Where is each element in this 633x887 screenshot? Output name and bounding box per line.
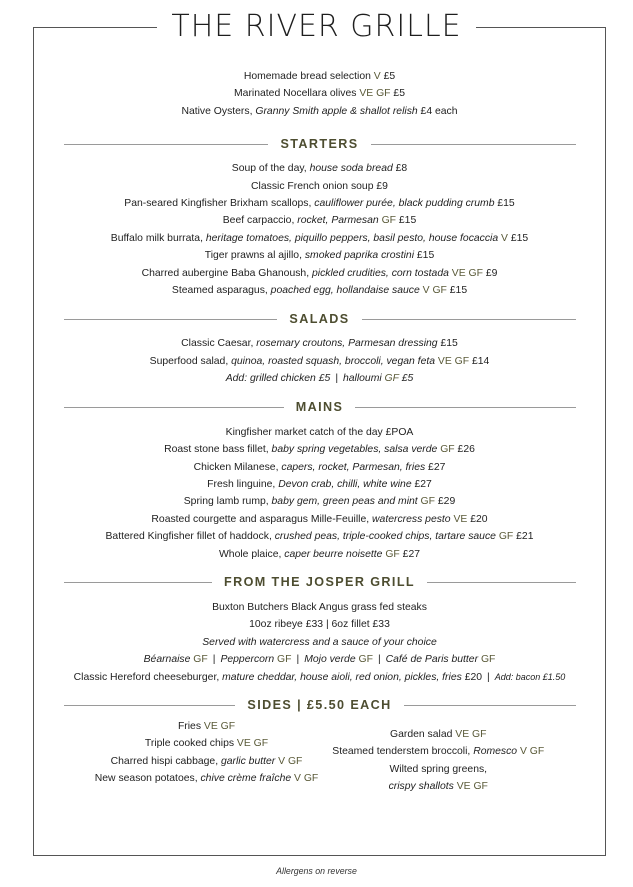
menu-item: [33, 247, 606, 264]
salads-list: [33, 335, 606, 370]
item-name: Tiger prawns al ajillo,: [204, 250, 305, 262]
menu-item: [95, 735, 319, 752]
item-name: Spring lamb rump,: [183, 496, 272, 508]
item-name: Soup of the day,: [231, 163, 310, 175]
item-description: caper beurre noisette: [284, 548, 383, 560]
item-name: Steamed asparagus,: [171, 285, 271, 297]
dietary-tags: V GF: [419, 285, 447, 297]
menu-item: [332, 743, 544, 760]
served-with: Served with watercress and a sauce of your choice: [202, 636, 437, 648]
salads-heading: SALADS: [64, 311, 576, 327]
item-description: Granny Smith apple & shallot relish: [255, 105, 418, 117]
menu-item: [33, 441, 606, 458]
item-price: £15: [437, 338, 458, 350]
item-price: £9: [373, 180, 388, 192]
dietary-tags: GF: [378, 215, 397, 227]
menu-item: [33, 493, 606, 510]
item-description: cauliflower purée, black pudding crumb: [314, 198, 495, 210]
menu-item: [332, 778, 544, 795]
dietary-tags: VE GF: [453, 781, 488, 793]
dietary-tags: V GF: [275, 755, 303, 767]
menu-item: [33, 103, 606, 120]
dietary-tags: GF: [355, 654, 373, 666]
dietary-tags: VE GF: [234, 738, 269, 750]
separator: |: [377, 654, 381, 666]
dietary-tags: GF: [417, 496, 435, 508]
menu-item: [33, 282, 606, 299]
item-price: £5: [380, 71, 396, 82]
item-price: £15: [414, 250, 435, 262]
sauce-options: [33, 651, 606, 668]
josper-heading: FROM THE JOSPER GRILL: [64, 575, 576, 591]
item-name: Triple cooked chips: [144, 738, 235, 750]
sides-left: [95, 718, 319, 796]
item-price: £15: [396, 215, 417, 227]
menu-item: [33, 335, 606, 352]
item-price: £29: [435, 496, 456, 508]
sides-columns: [33, 718, 606, 796]
sides-right: [332, 718, 544, 796]
item-description: watercress pesto: [372, 513, 451, 525]
sauce-name: Peppercorn: [220, 654, 275, 666]
item-name: Classic French onion soup: [251, 180, 374, 192]
item-name: Chicken Milanese,: [193, 461, 282, 473]
menu-item: [33, 424, 606, 441]
sauce-name: Béarnaise: [143, 654, 191, 666]
item-name: Homemade bread selection: [243, 71, 371, 82]
item-price: £14: [469, 355, 490, 367]
item-name: New season potatoes,: [94, 773, 201, 785]
item-description: crushed peas, triple-cooked chips, tartare sauce: [274, 531, 496, 543]
item-price: £27: [425, 461, 446, 473]
intro-list: [33, 68, 606, 120]
dietary-tags: VE GF: [452, 728, 487, 740]
dietary-tags: VE GF: [356, 88, 391, 100]
item-description: Devon crab, chilli, white wine: [278, 478, 412, 490]
item-price: £8: [392, 163, 408, 175]
item-name: Charred aubergine Baba Ghanoush,: [141, 267, 312, 279]
item-description: capers, rocket, Parmesan, fries: [281, 461, 426, 473]
item-name: Buffalo milk burrata,: [110, 232, 206, 244]
menu-item: [95, 718, 319, 735]
dietary-tags: V GF: [517, 746, 545, 758]
menu-item: [33, 528, 606, 545]
item-description: smoked paprika crostini: [304, 250, 415, 262]
item-description: crispy shallots: [388, 781, 454, 793]
salads-addons: Add: grilled chicken £5 | halloumi GF £5: [225, 373, 414, 385]
item-description: rocket, Parmesan: [297, 215, 379, 227]
menu-item: [33, 85, 606, 102]
dietary-tags: GF: [437, 444, 455, 456]
item-name: Beef carpaccio,: [222, 215, 298, 227]
item-price: £27: [399, 548, 421, 560]
menu-item: [33, 212, 606, 229]
menu-item: [33, 459, 606, 476]
dietary-tags: V: [370, 71, 381, 82]
item-name: Garden salad: [390, 728, 453, 740]
allergens-note: Allergens on reverse: [276, 866, 357, 876]
menu-title: [0, 8, 633, 46]
menu-item: [95, 770, 319, 787]
menu-item: [33, 511, 606, 528]
menu-item: [33, 195, 606, 212]
menu-item: [332, 726, 544, 743]
menu-item: [33, 68, 606, 85]
item-name: Battered Kingfisher fillet of haddock,: [105, 531, 275, 543]
menu-item: [33, 476, 606, 493]
menu-content: [33, 68, 606, 796]
item-price: £15: [446, 285, 468, 297]
item-price: £5: [390, 88, 405, 100]
dietary-tags: GF: [382, 548, 400, 560]
mains-list: [33, 424, 606, 563]
item-description: heritage tomatoes, piquillo peppers, basil pesto, house focaccia: [205, 232, 499, 244]
item-price: £20: [467, 513, 488, 525]
item-name: Fries: [177, 720, 202, 732]
menu-item: [33, 353, 606, 370]
item-name: Whole plaice,: [218, 548, 285, 560]
cheeseburger: Classic Hereford cheeseburger, mature cheddar, house aioli, red onion, pickles, fries £20 | Add: bacon £1.50: [73, 671, 566, 683]
menu-item: [33, 230, 606, 247]
starters-heading: STARTERS: [64, 136, 576, 152]
item-name: Roasted courgette and asparagus Mille-Feuille,: [151, 513, 373, 525]
dietary-tags: VE GF: [435, 355, 470, 367]
separator: |: [296, 654, 300, 666]
item-name: Native Oysters,: [181, 105, 256, 117]
separator: |: [212, 654, 216, 666]
item-description: baby spring vegetables, salsa verde: [271, 444, 438, 456]
item-description: garlic butter: [220, 755, 276, 767]
item-name: Kingfisher market catch of the day: [225, 426, 383, 438]
steak-cuts: 10oz ribeye £33 | 6oz fillet £33: [249, 619, 390, 631]
steaks-intro: Buxton Butchers Black Angus grass fed steaks: [212, 601, 427, 613]
menu-item: [95, 753, 319, 770]
item-name: Marinated Nocellara olives: [234, 88, 357, 100]
item-price: £4 each: [417, 105, 458, 117]
dietary-tags: VE GF: [448, 267, 483, 279]
item-description: rosemary croutons, Parmesan dressing: [256, 338, 438, 350]
dietary-tags: GF: [274, 654, 292, 666]
item-name: Fresh linguine,: [207, 478, 279, 490]
dietary-tags: GF: [478, 654, 496, 666]
item-name: Roast stone bass fillet,: [164, 444, 272, 456]
sauce-name: Café de Paris butter: [385, 654, 479, 666]
item-price: £15: [507, 232, 529, 244]
menu-item: [33, 160, 606, 177]
item-price: £21: [513, 531, 534, 543]
item-description: baby gem, green peas and mint: [271, 496, 418, 508]
dietary-tags: GF: [495, 531, 514, 543]
item-description: house soda bread: [309, 163, 393, 175]
menu-item: [33, 546, 606, 563]
item-name: Steamed tenderstem broccoli,: [332, 746, 474, 758]
item-price: £27: [411, 478, 432, 490]
item-name: Pan-seared Kingfisher Brixham scallops,: [124, 198, 315, 210]
restaurant-name: THE RIVER GRILLE: [157, 8, 475, 46]
item-price: £26: [454, 444, 475, 456]
menu-item: [33, 265, 606, 282]
dietary-tags: VE GF: [201, 720, 236, 732]
menu-item: [332, 761, 544, 778]
item-description: Romesco: [473, 746, 518, 758]
item-name: Superfood salad,: [149, 355, 232, 367]
dietary-tags: GF: [190, 654, 208, 666]
sauce-name: Mojo verde: [304, 654, 356, 666]
starters-list: [33, 160, 606, 299]
item-name: Classic Caesar,: [181, 338, 257, 350]
mains-heading: MAINS: [64, 400, 576, 416]
menu-item: [33, 178, 606, 195]
item-price: £15: [494, 198, 515, 210]
dietary-tags: VE: [450, 513, 468, 525]
item-price: £9: [482, 267, 498, 279]
dietary-tags: V GF: [291, 773, 319, 785]
sides-heading: SIDES | £5.50 EACH: [64, 698, 576, 714]
item-description: pickled crudities, corn tostada: [312, 267, 449, 279]
item-description: chive crème fraîche: [200, 773, 292, 785]
item-description: poached egg, hollandaise sauce: [270, 285, 420, 297]
item-price: £POA: [382, 426, 414, 438]
dietary-tags: V: [498, 232, 508, 244]
item-name: Charred hispi cabbage,: [110, 755, 221, 767]
item-description: quinoa, roasted squash, broccoli, vegan feta: [231, 355, 436, 367]
item-name: Wilted spring greens,: [389, 763, 488, 775]
